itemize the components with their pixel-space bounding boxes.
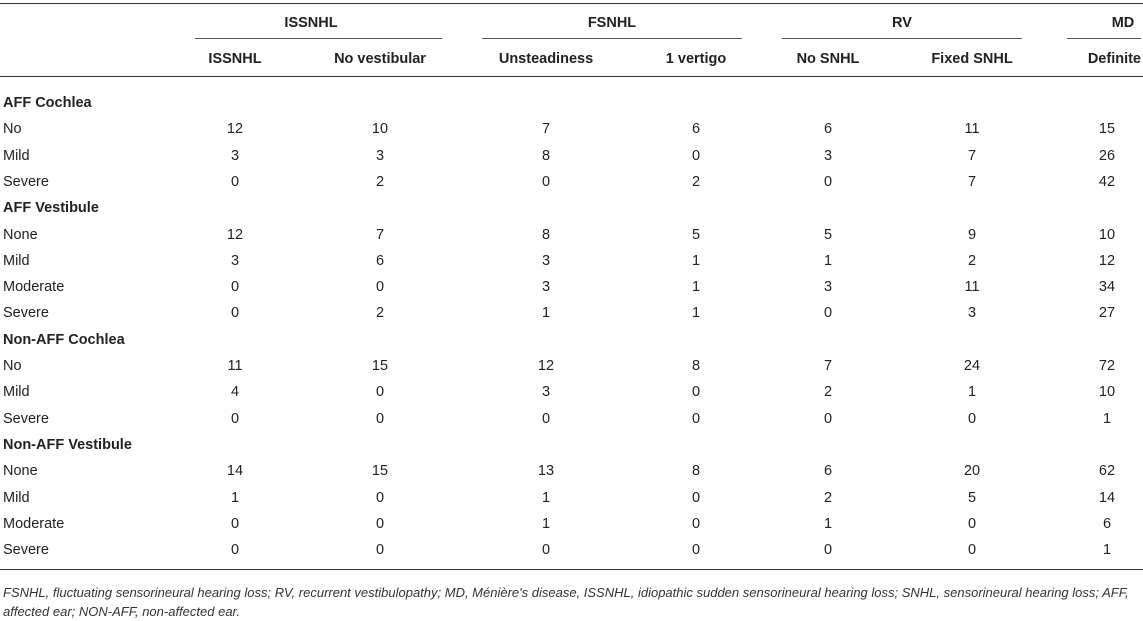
table-cell: 5 [823,226,833,243]
table-cell: 1 [691,305,701,322]
table-cell: 1 [230,489,240,506]
section-title: AFF Vestibule [3,200,99,217]
column-header: No vestibular [334,51,426,67]
table-cell: 0 [691,147,701,164]
row-label: Mild [3,384,30,401]
column-header: ISSNHL [208,51,262,67]
table-cell: 11 [964,279,980,296]
table-cell: 10 [1098,384,1116,401]
table-cell: 1 [691,279,701,296]
group-header: RV [892,15,912,31]
table-cell: 0 [541,542,551,559]
table-cell: 1 [1102,542,1112,559]
table-cell: 14 [1098,489,1116,506]
column-header: Fixed SNHL [931,51,1013,67]
table-cell: 3 [541,384,551,401]
table-cell: 24 [963,358,981,374]
table-cell: 0 [230,515,240,532]
table-cell: 1 [1102,410,1112,427]
table-cell: 2 [967,252,977,269]
table-cell: 2 [375,305,385,322]
table-cell: 14 [226,463,244,480]
table-cell: 11 [227,358,243,374]
column-header: No SNHL [796,51,860,67]
table-cell: 2 [823,384,833,401]
table-cell: 3 [823,147,833,164]
table-cell: 0 [541,410,551,427]
row-label: Severe [3,542,49,559]
table-cell: 7 [967,147,977,164]
table-cell: 0 [375,515,385,532]
table-cell: 0 [230,410,240,427]
table-cell: 1 [823,252,833,269]
table-cell: 3 [541,279,551,296]
table-cell: 0 [541,173,551,190]
table-cell: 15 [371,358,389,374]
row-label: Severe [3,173,49,190]
table-cell: 3 [230,147,240,164]
row-label: Mild [3,489,30,506]
table-cell: 6 [823,463,833,480]
table-cell: 15 [371,463,389,480]
table-cell: 0 [691,542,701,559]
table-cell: 10 [1098,226,1116,243]
table-cell: 20 [963,463,981,480]
section-title: AFF Cochlea [3,95,92,111]
table-cell: 3 [375,147,385,164]
table-cell: 0 [375,410,385,427]
table-cell: 0 [823,305,833,322]
row-label: Moderate [3,279,65,296]
group-underline [782,38,1022,39]
table-cell: 1 [823,515,833,532]
group-header: FSNHL [587,15,637,31]
table-cell: 26 [1098,147,1116,164]
table-cell: 0 [823,410,833,427]
table-cell: 15 [1098,121,1116,138]
group-header: ISSNHL [284,15,338,31]
table-cell: 3 [823,279,833,296]
table-cell: 0 [691,489,701,506]
table-cell: 1 [691,252,701,269]
table-footnote: FSNHL, fluctuating sensorineural hearing loss; RV, recurrent vestibulopathy; MD, Ménière's disease, ISSNHL, idiopathic sudden sensorineural hearing loss; SNHL, sensorineural hearing loss; AFF, affected ear; NON-AFF, non-affected ear. [3,585,1129,619]
row-label: No [3,358,22,374]
table-cell: 8 [691,463,701,480]
table-cell: 12 [226,121,244,138]
table-cell: 2 [691,173,701,190]
table-cell: 0 [230,305,240,322]
table-cell: 1 [541,489,551,506]
row-label: Mild [3,252,30,269]
table-cell: 12 [226,226,244,243]
table-cell: 6 [823,121,833,138]
section-title: Non-AFF Cochlea [3,331,125,348]
table-cell: 0 [375,279,385,296]
table-cell: 7 [375,226,385,243]
table-cell: 0 [375,489,385,506]
table-cell: 1 [541,515,551,532]
row-label: Severe [3,305,49,322]
table-cell: 0 [823,173,833,190]
table-cell: 0 [967,542,977,559]
table-cell: 0 [691,384,701,401]
table-cell: 12 [537,358,555,374]
table-cell: 12 [1098,252,1116,269]
group-header: MD [1111,15,1135,31]
row-label: Severe [3,410,49,427]
table-cell: 11 [964,121,980,138]
row-label: None [3,226,38,243]
row-label: Moderate [3,515,65,532]
table-cell: 3 [230,252,240,269]
table-cell: 4 [230,384,240,401]
table-cell: 3 [541,252,551,269]
column-header: 1 vertigo [665,51,727,67]
bottom-rule [0,569,1143,570]
row-label: No [3,121,22,138]
table-cell: 1 [541,305,551,322]
table-cell: 0 [230,542,240,559]
group-underline [195,38,442,39]
table-cell: 42 [1098,173,1116,190]
table-cell: 34 [1098,279,1116,296]
table-cell: 8 [541,147,551,164]
table-cell: 5 [967,489,977,506]
section-title: Non-AFF Vestibule [3,436,132,453]
group-underline [1067,38,1141,39]
group-underline [482,38,742,39]
top-rule [0,3,1143,4]
table-cell: 0 [967,515,977,532]
table-cell: 2 [375,173,385,190]
table-cell: 0 [967,410,977,427]
table-cell: 0 [375,384,385,401]
table-cell: 2 [823,489,833,506]
column-header: Definite [1087,51,1141,67]
table-cell: 7 [967,173,977,190]
table-cell: 1 [967,384,977,401]
table-cell: 6 [375,252,385,269]
table-cell: 0 [691,410,701,427]
table-cell: 9 [967,226,977,243]
table-cell: 0 [375,542,385,559]
column-header: Unsteadiness [498,51,594,67]
table-cell: 3 [967,305,977,322]
table-cell: 6 [1102,515,1112,532]
table-cell: 72 [1098,358,1116,374]
table-cell: 7 [823,358,833,374]
table-cell: 13 [537,463,555,480]
row-label: None [3,463,38,480]
table-cell: 5 [691,226,701,243]
table-cell: 62 [1098,463,1116,480]
row-label: Mild [3,147,30,164]
table-cell: 6 [691,121,701,138]
table-cell: 8 [691,358,701,374]
table-cell: 0 [691,515,701,532]
table-cell: 8 [541,226,551,243]
table-cell: 27 [1098,305,1116,322]
table-cell: 0 [230,279,240,296]
table-cell: 0 [230,173,240,190]
table-cell: 0 [823,542,833,559]
table-cell: 7 [541,121,551,138]
table-cell: 10 [371,121,389,138]
header-rule [0,76,1143,77]
